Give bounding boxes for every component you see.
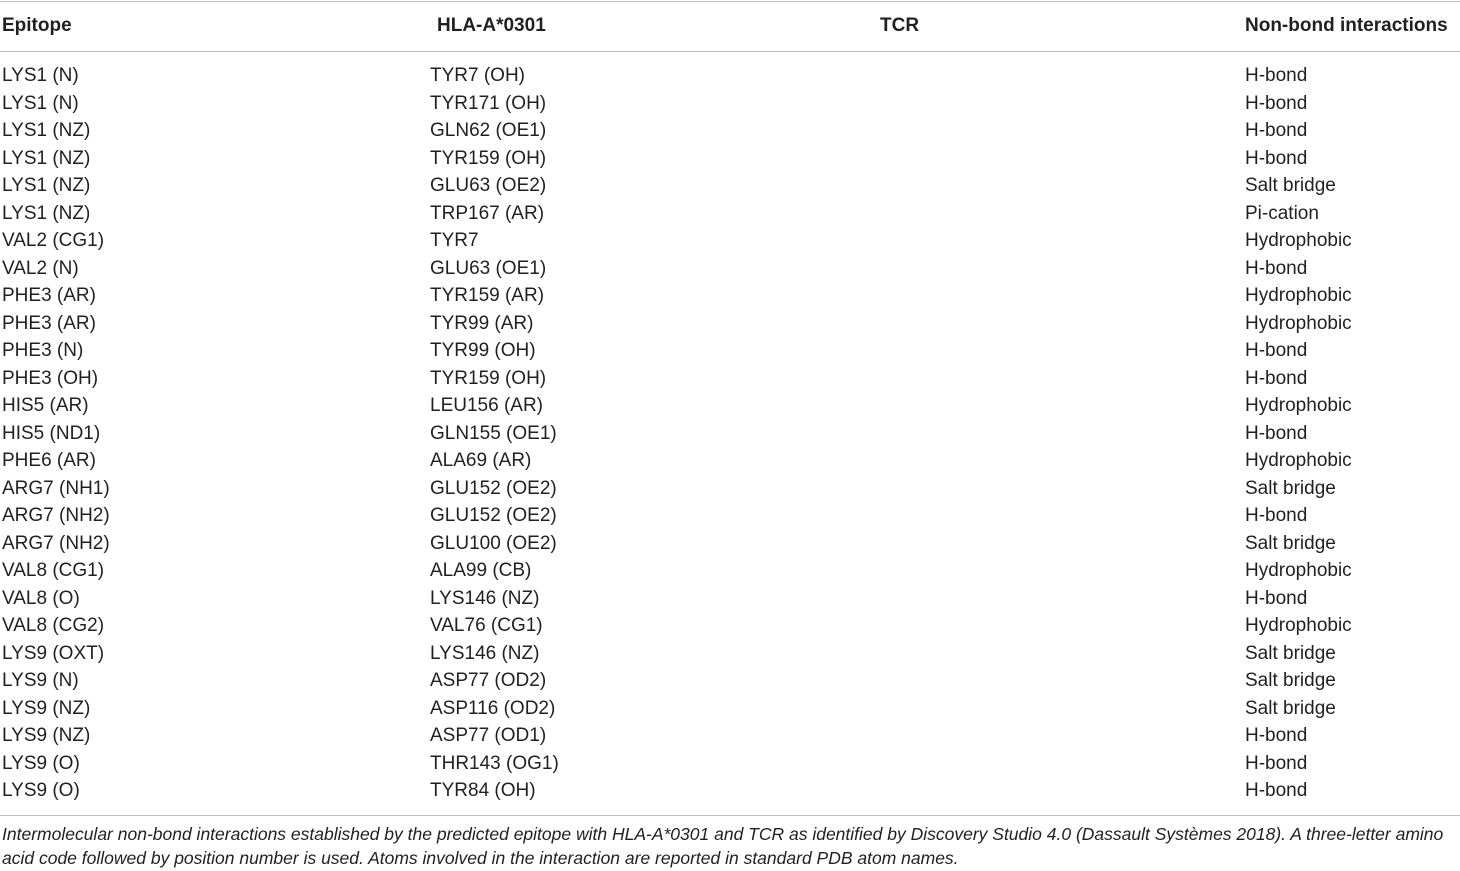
cell-hla: TYR7 — [430, 230, 479, 251]
table-row — [0, 612, 1460, 640]
cell-epitope: PHE3 (AR) — [2, 312, 96, 334]
table-row — [0, 90, 1460, 118]
table-row — [0, 392, 1460, 420]
cell-hla: TYR99 (OH) — [430, 340, 536, 361]
cell-epitope: HIS5 (ND1) — [2, 422, 101, 444]
cell-epitope: VAL8 (CG2) — [2, 615, 105, 636]
cell-hla: GLN62 (OE1) — [430, 120, 547, 141]
cell-nonbond: H-bond — [1245, 587, 1308, 609]
table-row — [0, 420, 1460, 448]
table-caption: Intermolecular non-bond interactions established by the predicted epitope with HLA-A*0301 and TCR as identified by Discovery Studio 4.0 (Dassault Systèmes 2018). A three-letter amino acid code followed by position number is used. Atoms involved in the interaction are reported in standard PDB atom names. — [2, 824, 1444, 868]
cell-nonbond: Hydrophobic — [1245, 285, 1352, 306]
cell-nonbond: Salt bridge — [1245, 175, 1336, 196]
cell-epitope: LYS1 (N) — [2, 65, 79, 86]
cell-nonbond: H-bond — [1245, 505, 1308, 526]
cell-nonbond: H-bond — [1245, 752, 1308, 774]
table-row — [0, 337, 1460, 365]
cell-hla: GLN155 (OE1) — [430, 422, 557, 444]
cell-epitope: PHE3 (AR) — [2, 285, 96, 306]
cell-nonbond: H-bond — [1245, 92, 1308, 114]
table-bottom-rule — [0, 815, 1460, 816]
table-row — [0, 557, 1460, 585]
table-row — [0, 777, 1460, 805]
cell-hla: GLU100 (OE2) — [430, 532, 557, 554]
table-row — [0, 502, 1460, 530]
table-body — [0, 62, 1460, 805]
table-row — [0, 475, 1460, 503]
cell-epitope: LYS1 (NZ) — [2, 202, 91, 224]
cell-hla: LYS146 (NZ) — [430, 587, 540, 609]
cell-hla: TYR159 (OH) — [430, 147, 547, 169]
cell-hla: TYR7 (OH) — [430, 65, 525, 86]
table-row — [0, 310, 1460, 338]
cell-epitope: LYS9 (O) — [2, 752, 80, 774]
cell-epitope: LYS1 (NZ) — [2, 120, 91, 141]
cell-epitope: VAL2 (CG1) — [2, 230, 105, 251]
cell-hla: GLU152 (OE2) — [430, 477, 557, 499]
cell-nonbond: H-bond — [1245, 147, 1308, 169]
cell-nonbond: H-bond — [1245, 340, 1308, 361]
cell-nonbond: Salt bridge — [1245, 697, 1336, 719]
cell-hla: ASP77 (OD1) — [430, 725, 547, 746]
cell-hla: ASP77 (OD2) — [430, 670, 547, 691]
cell-epitope: LYS9 (NZ) — [2, 697, 91, 719]
cell-hla: VAL76 (CG1) — [430, 615, 543, 636]
cell-hla: TRP167 (AR) — [430, 202, 545, 224]
cell-epitope: LYS1 (NZ) — [2, 147, 91, 169]
table-row — [0, 62, 1460, 90]
cell-hla: LEU156 (AR) — [430, 395, 543, 416]
cell-nonbond: Hydrophobic — [1245, 615, 1352, 636]
cell-epitope: ARG7 (NH1) — [2, 477, 110, 499]
table-row — [0, 365, 1460, 393]
cell-hla: THR143 (OG1) — [430, 752, 559, 774]
table-row — [0, 530, 1460, 558]
cell-nonbond: H-bond — [1245, 780, 1308, 801]
cell-epitope: LYS9 (OXT) — [2, 642, 105, 664]
cell-nonbond: Hydrophobic — [1245, 312, 1352, 334]
cell-hla: TYR159 (OH) — [430, 367, 547, 389]
cell-epitope: PHE6 (AR) — [2, 450, 96, 471]
header-bottom-rule — [0, 51, 1460, 52]
table-row — [0, 695, 1460, 723]
cell-epitope: ARG7 (NH2) — [2, 505, 110, 526]
cell-nonbond: Salt bridge — [1245, 477, 1336, 499]
cell-epitope: LYS9 (NZ) — [2, 725, 91, 746]
table-row — [0, 227, 1460, 255]
table-row — [0, 750, 1460, 778]
cell-hla: ALA99 (CB) — [430, 560, 532, 581]
header-tcr: TCR — [880, 15, 920, 36]
cell-nonbond: Hydrophobic — [1245, 230, 1352, 251]
cell-epitope: PHE3 (OH) — [2, 367, 99, 389]
cell-nonbond: Hydrophobic — [1245, 395, 1352, 416]
cell-epitope: LYS9 (O) — [2, 780, 80, 801]
cell-nonbond: Salt bridge — [1245, 670, 1336, 691]
table-row — [0, 585, 1460, 613]
table-row — [0, 640, 1460, 668]
cell-epitope: VAL2 (N) — [2, 257, 79, 279]
cell-nonbond: Hydrophobic — [1245, 560, 1352, 581]
header-nonbond: Non-bond interactions — [1245, 15, 1448, 36]
table-row — [0, 667, 1460, 695]
cell-hla: ALA69 (AR) — [430, 450, 532, 471]
cell-hla: ASP116 (OD2) — [430, 697, 556, 719]
cell-hla: TYR99 (AR) — [430, 312, 534, 334]
cell-nonbond: H-bond — [1245, 725, 1308, 746]
cell-nonbond: H-bond — [1245, 257, 1308, 279]
table-row — [0, 200, 1460, 228]
table-top-rule — [0, 1, 1460, 2]
cell-nonbond: H-bond — [1245, 367, 1308, 389]
cell-epitope: LYS9 (N) — [2, 670, 79, 691]
cell-epitope: VAL8 (CG1) — [2, 560, 105, 581]
cell-hla: GLU63 (OE2) — [430, 175, 547, 196]
table-row — [0, 255, 1460, 283]
cell-hla: TYR159 (AR) — [430, 285, 545, 306]
table-row — [0, 447, 1460, 475]
cell-hla: TYR84 (OH) — [430, 780, 536, 801]
cell-hla: LYS146 (NZ) — [430, 642, 540, 664]
cell-nonbond: Hydrophobic — [1245, 450, 1352, 471]
cell-nonbond: H-bond — [1245, 422, 1308, 444]
cell-nonbond: Salt bridge — [1245, 642, 1336, 664]
table-row — [0, 282, 1460, 310]
header-epitope: Epitope — [2, 15, 72, 36]
table-row — [0, 117, 1460, 145]
cell-epitope: ARG7 (NH2) — [2, 532, 110, 554]
cell-nonbond: Pi-cation — [1245, 202, 1319, 224]
cell-epitope: PHE3 (N) — [2, 340, 84, 361]
table-row — [0, 722, 1460, 750]
table-row — [0, 145, 1460, 173]
cell-epitope: VAL8 (O) — [2, 587, 80, 609]
cell-hla: GLU152 (OE2) — [430, 505, 557, 526]
cell-epitope: HIS5 (AR) — [2, 395, 89, 416]
cell-nonbond: H-bond — [1245, 120, 1308, 141]
header-hla: HLA-A*0301 — [437, 15, 546, 36]
cell-epitope: LYS1 (NZ) — [2, 175, 91, 196]
cell-nonbond: Salt bridge — [1245, 532, 1336, 554]
cell-hla: GLU63 (OE1) — [430, 257, 547, 279]
table-row — [0, 172, 1460, 200]
cell-nonbond: H-bond — [1245, 65, 1308, 86]
cell-epitope: LYS1 (N) — [2, 92, 79, 114]
cell-hla: TYR171 (OH) — [430, 92, 547, 114]
